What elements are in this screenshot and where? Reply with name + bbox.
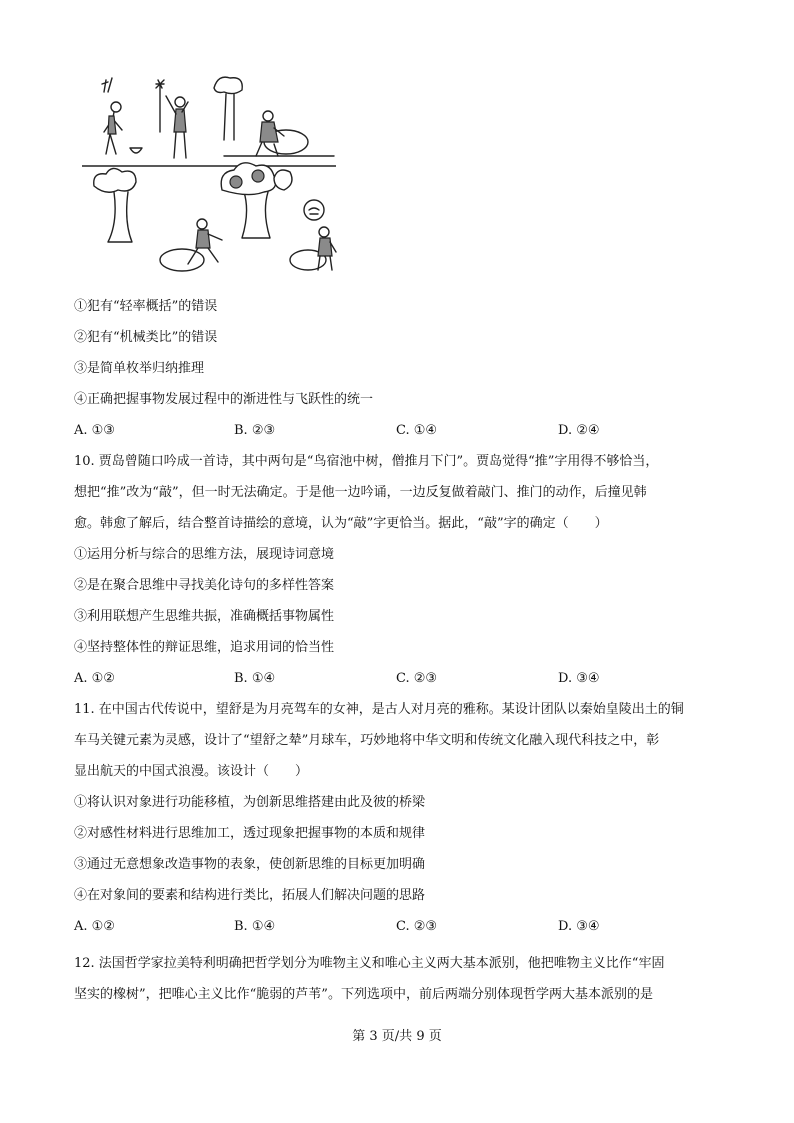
q11-choices <box>74 919 724 935</box>
page-footer: 第 3 页/共 9 页 <box>352 1029 442 1044</box>
bottom-tree-right-icon <box>221 163 292 238</box>
q10-choice-a[interactable]: A. ①② <box>74 671 115 686</box>
q9-choice-c[interactable]: C. ①④ <box>396 423 438 438</box>
q10-stem-line-3: 愈。韩愈了解后，结合整首诗描绘的意境，认为“敲”字更恰当。据此，“敲”字的确定（ ） <box>74 516 608 531</box>
gatherer-figure <box>102 78 122 154</box>
q12-stem-line-2: 坚实的橡树”，把唯心主义比作“脆弱的芦苇”。下列选项中，前后两端分别体现哲学两大基本派别的是 <box>74 987 653 1002</box>
waiting-figure <box>290 200 336 270</box>
bottom-rolling-figure <box>160 219 222 271</box>
rolling-figure <box>256 111 308 156</box>
q11-option-2: ②对感性材料进行思维加工，透过现象把握事物的本质和规律 <box>74 826 426 841</box>
q9-option-1: ①犯有“轻率概括”的错误 <box>74 299 218 314</box>
q11-choice-d[interactable]: D. ③④ <box>558 919 600 934</box>
q9-choice-a[interactable]: A. ①③ <box>74 423 115 438</box>
tree-shaker-figure <box>156 80 188 158</box>
q10-option-1: ①运用分析与综合的思维方法，展现诗词意境 <box>74 547 335 562</box>
q11-choice-c[interactable]: C. ②③ <box>396 919 438 934</box>
cartoon-illustration <box>78 62 342 282</box>
q10-option-2: ②是在聚合思维中寻找美化诗句的多样性答案 <box>74 578 335 593</box>
q9-option-2: ②犯有“机械类比”的错误 <box>74 330 218 345</box>
q10-choice-c[interactable]: C. ②③ <box>396 671 438 686</box>
q11-stem-line-2: 车马关键元素为灵感，设计了“望舒之辇”月球车，巧妙地将中华文明和传统文化融入现代科技之中，彰 <box>74 733 660 748</box>
q10-option-4: ④坚持整体性的辩证思维，追求用词的恰当性 <box>74 640 335 655</box>
q11-choice-b[interactable]: B. ①④ <box>234 919 276 934</box>
q10-stem-line-1: 10. 贾岛曾随口吟成一首诗，其中两句是“鸟宿池中树，僧推月下门”。贾岛觉得“推”字用得不够恰当， <box>74 454 659 469</box>
tree-icon <box>214 77 242 140</box>
q10-option-3: ③利用联想产生思维共振，准确概括事物属性 <box>74 609 335 624</box>
q12-stem-line-1: 12. 法国哲学家拉美特利明确把哲学划分为唯物主义和唯心主义两大基本派别，他把唯物主义比作“牢固 <box>74 956 665 971</box>
q11-option-1: ①将认识对象进行功能移植，为创新思维搭建由此及彼的桥梁 <box>74 795 426 810</box>
q11-stem-line-1: 11. 在中国古代传说中，望舒是为月亮驾车的女神，是古人对月亮的雅称。某设计团队以秦始皇陵出土的铜 <box>74 702 684 717</box>
q10-choice-d[interactable]: D. ③④ <box>558 671 600 686</box>
bowl-icon <box>130 148 142 153</box>
q9-choice-d[interactable]: D. ②④ <box>558 423 600 438</box>
q11-stem-line-3: 显出航天的中国式浪漫。该设计（ ） <box>74 764 309 779</box>
q10-stem-line-2: 想把“推”改为“敲”，但一时无法确定。于是他一边吟诵，一边反复做着敲门、推门的动作，后撞见韩 <box>74 485 647 500</box>
q9-option-4: ④正确把握事物发展过程中的渐进性与飞跃性的统一 <box>74 392 374 407</box>
q11-option-4: ④在对象间的要素和结构进行类比，拓展人们解决问题的思路 <box>74 888 426 903</box>
q11-choice-a[interactable]: A. ①② <box>74 919 115 934</box>
q9-choice-b[interactable]: B. ②③ <box>234 423 276 438</box>
q10-choice-b[interactable]: B. ①④ <box>234 671 276 686</box>
q9-option-3: ③是简单枚举归纳推理 <box>74 361 205 376</box>
q9-choices <box>74 423 724 439</box>
bottom-tree-left-icon <box>94 168 136 242</box>
q11-option-3: ③通过无意想象改造事物的表象，使创新思维的目标更加明确 <box>74 857 426 872</box>
q10-choices <box>74 671 724 687</box>
